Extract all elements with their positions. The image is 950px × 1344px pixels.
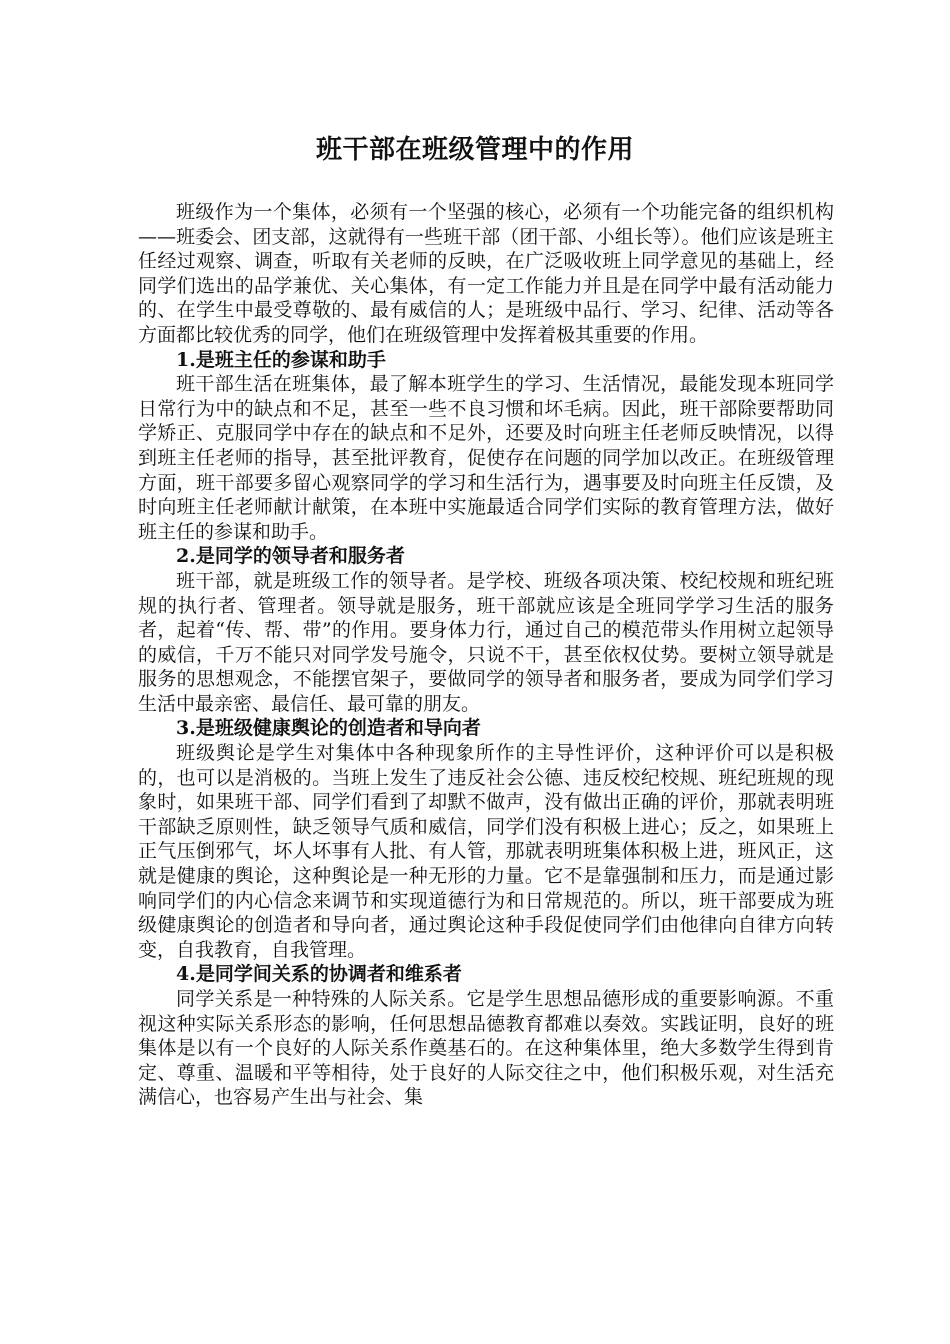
document-body — [138, 200, 834, 1110]
section-heading-3: 3.是班级健康舆论的创造者和导向者 — [176, 717, 481, 740]
section-paragraph-1: 班干部生活在班集体，最了解本班学生的学习、生活情况，最能发现本班同学日常行为中的缺点和不足，甚至一些不良习惯和坏毛病。因此，班干部除要帮助同学矫正、克服同学中存在的缺点和不足外，还要及时向班主任老师反映情况，以得到班主任老师的指导，甚至批评教育，促使存在问题的同学加以改正。在班级管理方面，班干部要多留心观察同学的学习和生活行为，遇事要及时向班主任反馈，及时向班主任老师献计献策，在本班中实施最适合同学们实际的教育管理方法，做好班主任的参谋和助手。 — [138, 373, 834, 543]
section-heading-4: 4.是同学间关系的协调者和维系者 — [176, 963, 462, 986]
section-paragraph-4: 同学关系是一种特殊的人际关系。它是学生思想品德形成的重要影响源。不重视这种实际关系形态的影响，任何思想品德教育都难以奏效。实践证明，良好的班集体是以有一个良好的人际关系作奠基石的。在这种集体里，绝大多数学生得到肯定、尊重、温暖和平等相待，处于良好的人际交往之中，他们积极乐观，对生活充满信心，也容易产生出与社会、集 — [138, 988, 834, 1109]
section-heading-2: 2.是同学的领导者和服务者 — [176, 545, 405, 568]
document-title: 班干部在班级管理中的作用 — [315, 135, 634, 165]
intro-paragraph: 班级作为一个集体，必须有一个坚强的核心，必须有一个功能完备的组织机构——班委会、团支部，这就得有一些班干部（团干部、小组长等）。他们应该是班主任经过观察、调查，听取有关老师的反映，在广泛吸收班上同学意见的基础上，经同学们选出的品学兼优、关心集体，有一定工作能力并且是在同学中最有活动能力的、在学生中最受尊敬的、最有威信的人；是班级中品行、学习、纪律、活动等各方面都比较优秀的同学，他们在班级管理中发挥着极其重要的作用。 — [138, 201, 834, 346]
section-paragraph-3: 班级舆论是学生对集体中各种现象所作的主导性评价，这种评价可以是积极的，也可以是消极的。当班上发生了违反社会公德、违反校纪校规、班纪班规的现象时，如果班干部、同学们看到了却默不做声，没有做出正确的评价，那就表明班干部缺乏原则性，缺乏领导气质和威信，同学们没有积极上进心；反之，如果班上正气压倒邪气，坏人坏事有人批、有人管，那就表明班集体积极上进，班风正，这就是健康的舆论，这种舆论是一种无形的力量。它不是靠强制和压力，而是通过影响同学们的内心信念来调节和实现道德行为和日常规范的。所以，班干部要成为班级健康舆论的创造者和导向者，通过舆论这种手段促使同学们由他律向自律方向转变，自我教育，自我管理。 — [138, 742, 834, 961]
section-heading-1: 1.是班主任的参谋和助手 — [176, 348, 386, 371]
section-paragraph-2: 班干部，就是班级工作的领导者。是学校、班级各项决策、校纪校规和班纪班规的执行者、管理者。领导就是服务，班干部就应该是全班同学学习生活的服务者，起着“传、帮、带”的作用。要身体力行，通过自己的模范带头作用树立起领导的威信，千万不能只对同学发号施令，只说不干，甚至依权仗势。要树立领导就是服务的思想观念，不能摆官架子，要做同学的领导者和服务者，要成为同学们学习生活中最亲密、最信任、最可靠的朋友。 — [138, 569, 834, 715]
